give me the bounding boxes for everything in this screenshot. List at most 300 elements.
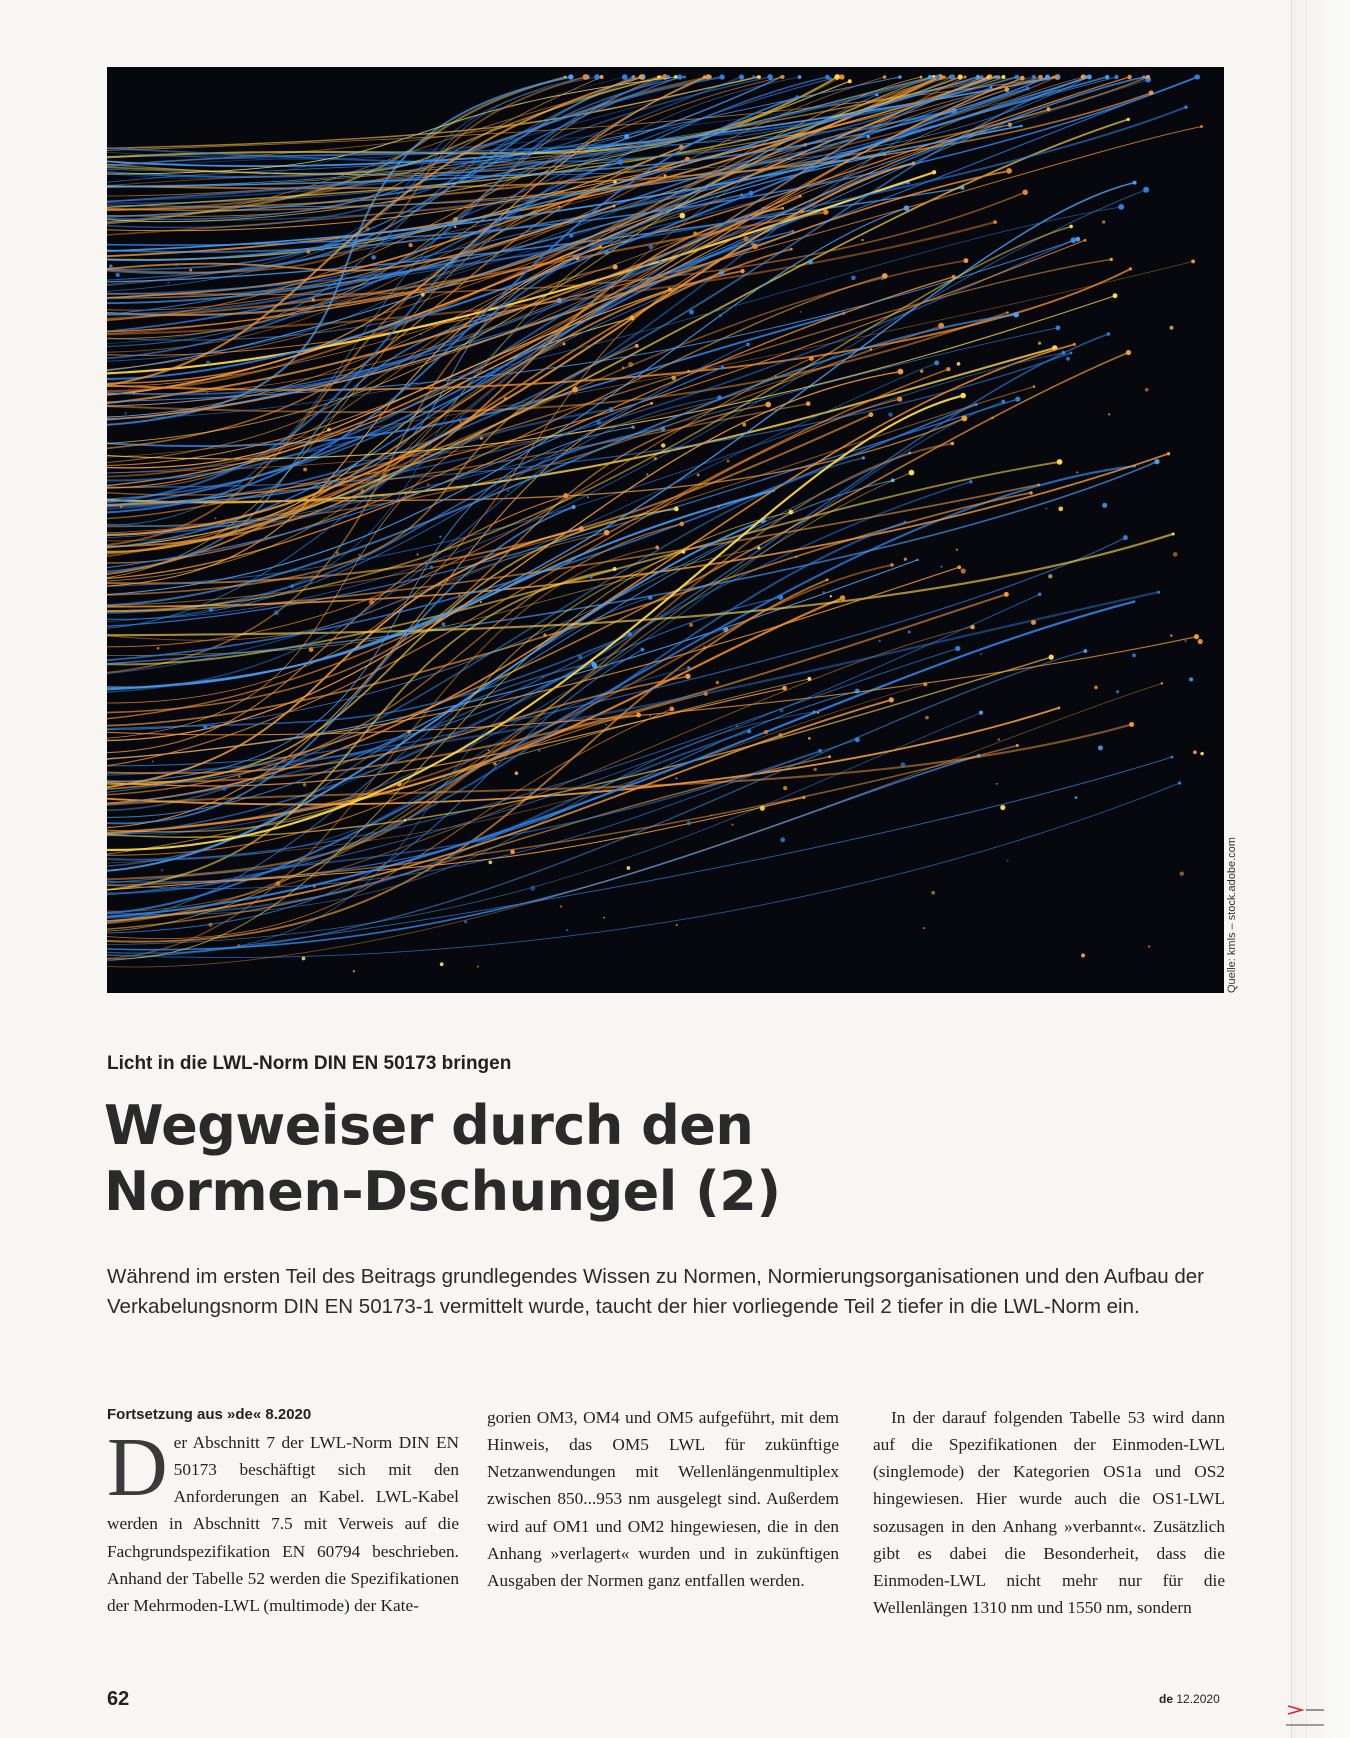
- light-speck: [689, 623, 693, 627]
- light-speck: [649, 244, 654, 249]
- text-column-1: [107, 1404, 459, 1619]
- light-speck: [743, 236, 748, 241]
- fiber-tip: [920, 76, 923, 79]
- fiber-tip: [1142, 75, 1145, 78]
- fiber-tip: [806, 401, 811, 406]
- light-speck: [510, 850, 515, 855]
- article-lead: Während im ersten Teil des Beitrags grundlegendes Wissen zu Normen, Normierungsorganisationen und den Aufbau der Verkabelungsnorm DIN EN 50173-1 vermittelt wurde, taucht der hier vorliegende Teil 2 tiefer in die LWL-Norm ein.: [107, 1265, 1204, 1318]
- fiber-tip: [1038, 593, 1041, 596]
- fiber-tip: [904, 521, 907, 524]
- fiber-strand: [107, 649, 958, 860]
- light-speck: [605, 250, 610, 255]
- fiber-tip: [799, 195, 802, 198]
- light-speck: [120, 506, 122, 508]
- fiber-tip: [960, 393, 966, 399]
- fiber-tip: [1113, 293, 1118, 298]
- light-speck: [302, 957, 306, 961]
- fiber-tip: [739, 74, 744, 79]
- light-speck: [157, 647, 160, 650]
- light-speck: [480, 437, 483, 440]
- light-speck: [358, 554, 360, 556]
- column-1-text: er Abschnitt 7 der LWL-Norm DIN EN 50173 beschäftigt sich mit den Anforderungen an Kabel. LWL-Kabel werden in Abschnitt 7.5 mit Verweis auf die Fachgrundspezifikation EN 60794 beschrieben. Anhand der Tabelle 52 werden die Spezifikationen der Mehrmoden-LWL (multimode) der Kate-: [107, 1433, 459, 1615]
- light-speck: [441, 622, 445, 626]
- fiber-tip: [955, 646, 960, 651]
- fiber-tip: [829, 77, 832, 80]
- fiber-tip: [869, 412, 874, 417]
- fiber-tip: [1133, 600, 1136, 603]
- fiber-tip: [1084, 239, 1087, 242]
- light-speck: [507, 490, 509, 492]
- fiber-tip: [679, 522, 684, 527]
- fiber-tip: [613, 264, 618, 269]
- light-speck: [888, 412, 892, 416]
- light-speck: [957, 362, 961, 366]
- light-speck: [303, 783, 306, 786]
- fiber-tip: [1161, 682, 1163, 684]
- light-speck: [268, 764, 271, 767]
- light-speck: [1038, 342, 1041, 345]
- light-speck: [1193, 750, 1197, 754]
- fiber-tip: [1054, 75, 1058, 79]
- fiber-tip: [1057, 459, 1063, 465]
- fiber-tip: [1033, 385, 1035, 387]
- fiber-tip: [1127, 118, 1130, 121]
- light-speck: [542, 676, 544, 678]
- light-speck: [1145, 388, 1149, 392]
- light-speck: [879, 640, 881, 642]
- fiber-tip: [668, 287, 672, 291]
- fiber-tip: [600, 75, 604, 79]
- fiber-tip: [1061, 351, 1065, 355]
- fiber-tip: [848, 79, 852, 83]
- light-speck: [404, 819, 407, 822]
- light-speck: [931, 891, 935, 895]
- light-speck: [274, 610, 279, 615]
- fiber-tip: [834, 74, 840, 80]
- fiber-tip: [721, 366, 725, 370]
- fiber-tip: [1056, 325, 1061, 330]
- text-column-3: [873, 1404, 1225, 1621]
- issue-info: [1159, 1692, 1220, 1706]
- light-speck: [689, 310, 694, 315]
- fiber-tip: [890, 563, 894, 567]
- light-speck: [529, 790, 531, 792]
- fiber-tip: [790, 248, 793, 251]
- fiber-tip: [813, 711, 816, 714]
- light-speck: [716, 681, 720, 685]
- light-speck: [1058, 506, 1063, 511]
- light-speck: [1184, 640, 1186, 642]
- light-speck: [1200, 752, 1204, 756]
- title-line-2: Normen-Dschungel (2): [104, 1159, 781, 1223]
- fiber-tip: [987, 76, 990, 79]
- fiber-tip: [964, 75, 967, 78]
- fiber-tip: [717, 395, 722, 400]
- light-speck: [693, 232, 697, 236]
- light-speck: [214, 517, 216, 519]
- fiber-tip: [1004, 592, 1009, 597]
- fiber-tip: [889, 697, 894, 702]
- light-speck: [654, 457, 657, 460]
- light-speck: [808, 259, 813, 264]
- light-speck: [590, 576, 593, 579]
- fiber-tip: [1026, 87, 1030, 91]
- light-speck: [464, 920, 467, 923]
- light-speck: [764, 730, 768, 734]
- light-speck: [646, 473, 648, 475]
- fiber-tip: [720, 74, 725, 79]
- fiber-optic-photo: [107, 67, 1224, 993]
- light-speck: [306, 250, 310, 254]
- light-speck: [830, 595, 832, 597]
- light-speck: [569, 233, 573, 237]
- fiber-tip: [599, 245, 602, 248]
- fiber-tip: [1129, 267, 1132, 270]
- fiber-tip: [1049, 654, 1054, 659]
- light-speck: [649, 715, 651, 717]
- fiber-tip: [781, 75, 785, 79]
- fiber-tip: [1178, 781, 1181, 784]
- light-speck: [861, 239, 863, 241]
- fiber-tip: [635, 344, 639, 348]
- light-speck: [440, 962, 444, 966]
- light-speck: [1031, 620, 1036, 625]
- fiber-tip: [1069, 225, 1073, 229]
- fiber-tip: [1143, 187, 1149, 193]
- light-speck: [581, 321, 583, 323]
- light-speck: [703, 646, 706, 649]
- fiber-tip: [685, 674, 690, 679]
- fiber-tip: [1127, 75, 1131, 79]
- fiber-tip: [1133, 181, 1137, 185]
- light-speck: [1116, 690, 1119, 693]
- light-speck: [587, 496, 589, 498]
- light-speck: [1048, 574, 1052, 578]
- light-speck: [780, 837, 785, 842]
- light-speck: [851, 276, 856, 281]
- light-speck: [427, 483, 429, 485]
- fiber-tip: [909, 470, 915, 476]
- light-speck: [353, 970, 356, 973]
- light-speck: [923, 927, 925, 929]
- fiber-tip: [809, 356, 814, 361]
- light-speck: [1132, 653, 1136, 657]
- fiber-tip: [1013, 312, 1019, 318]
- fiber-tip: [740, 269, 744, 273]
- fiber-tip: [1191, 260, 1195, 264]
- light-speck: [477, 966, 479, 968]
- light-speck: [671, 376, 676, 381]
- light-speck: [458, 594, 460, 596]
- fiber-tip: [1015, 397, 1020, 402]
- fiber-tip: [1073, 343, 1076, 346]
- article-kicker: Licht in die LWL-Norm DIN EN 50173 bringen: [107, 1053, 512, 1074]
- adjacent-page-edge: [1291, 0, 1350, 1738]
- light-speck: [161, 869, 164, 872]
- light-speck: [795, 556, 797, 558]
- light-speck: [1108, 413, 1110, 415]
- fiber-tip: [613, 567, 617, 571]
- fiber-tip: [781, 207, 784, 210]
- text-column-2: [487, 1404, 839, 1594]
- light-speck: [1081, 953, 1085, 957]
- light-speck: [904, 558, 907, 561]
- fiber-tip: [1129, 722, 1134, 727]
- fiber-tip: [1075, 237, 1080, 242]
- light-speck: [675, 777, 677, 779]
- fiber-tip: [591, 661, 595, 665]
- fiber-tip: [1001, 400, 1005, 404]
- fiber-tip: [1070, 352, 1073, 355]
- fiber-tip: [1045, 75, 1050, 80]
- light-speck: [361, 489, 365, 493]
- light-speck: [1076, 471, 1078, 473]
- light-speck: [488, 860, 492, 864]
- fiber-tip: [1200, 125, 1203, 128]
- light-speck: [109, 264, 112, 267]
- light-speck: [697, 473, 700, 476]
- light-speck: [206, 391, 208, 393]
- fiber-tip: [826, 578, 829, 581]
- light-speck: [493, 762, 496, 765]
- light-speck: [687, 821, 691, 825]
- fiber-tip: [618, 159, 623, 164]
- fiber-tip: [789, 510, 794, 515]
- light-speck: [515, 771, 519, 775]
- light-speck: [881, 277, 884, 280]
- fiber-tip: [583, 74, 589, 80]
- light-speck: [336, 551, 339, 554]
- fiber-tip: [746, 343, 750, 347]
- fiber-tip: [572, 387, 578, 393]
- light-speck: [420, 333, 422, 335]
- light-speck: [1189, 677, 1193, 681]
- fiber-tip: [1037, 483, 1040, 486]
- light-speck: [901, 762, 906, 767]
- fiber-tip: [1016, 744, 1019, 747]
- light-speck: [956, 549, 958, 551]
- fiber-tip: [801, 210, 804, 213]
- fiber-tip: [1020, 76, 1025, 81]
- fiber-tip: [641, 648, 645, 652]
- fiber-tip: [650, 402, 653, 405]
- fiber-tip: [622, 74, 628, 80]
- fiber-tip: [1172, 533, 1175, 536]
- fiber-tip: [1058, 707, 1061, 710]
- light-speck: [371, 255, 376, 260]
- fiber-tip: [1123, 535, 1128, 540]
- fiber-strand: [107, 240, 1073, 510]
- light-speck: [543, 633, 546, 636]
- light-speck: [925, 716, 929, 720]
- fiber-tip: [934, 360, 939, 365]
- fiber-tip: [897, 369, 903, 375]
- light-speck: [430, 565, 434, 569]
- light-speck: [783, 786, 787, 790]
- light-speck: [313, 885, 316, 888]
- light-speck: [311, 298, 315, 302]
- light-speck: [780, 708, 784, 712]
- light-speck: [814, 768, 817, 771]
- fiber-strand: [107, 125, 1010, 488]
- light-speck: [1066, 357, 1070, 361]
- article-title: [104, 1093, 1004, 1225]
- fiber-tip: [951, 442, 955, 446]
- fiber-tip: [568, 74, 573, 79]
- light-speck: [189, 269, 192, 272]
- light-speck: [710, 814, 712, 816]
- fiber-tip: [1114, 75, 1118, 79]
- fiber-tip: [1195, 74, 1200, 79]
- light-speck: [605, 723, 607, 725]
- light-speck: [1170, 634, 1172, 636]
- fiber-tip: [969, 480, 972, 483]
- fiber-tip: [758, 75, 761, 78]
- light-speck: [1000, 805, 1005, 810]
- fiber-tip: [883, 75, 886, 78]
- fiber-tip: [1022, 190, 1027, 195]
- fiber-tip: [703, 75, 707, 79]
- fiber-tip: [604, 530, 610, 536]
- light-speck: [732, 824, 734, 826]
- light-speck: [566, 929, 568, 931]
- fiber-tip: [840, 595, 846, 601]
- fiber-tip: [996, 75, 1000, 79]
- fiber-tip: [1184, 105, 1188, 109]
- fiber-tip: [898, 75, 902, 79]
- fiber-strand: [107, 183, 1135, 688]
- fiber-strand: [107, 496, 566, 754]
- light-speck: [779, 733, 783, 737]
- light-speck: [238, 775, 240, 777]
- light-speck: [800, 311, 802, 313]
- fiber-tip: [1154, 459, 1159, 464]
- light-speck: [116, 273, 120, 277]
- light-speck: [578, 655, 582, 659]
- light-speck: [209, 607, 214, 612]
- light-speck: [397, 782, 402, 787]
- fiber-tip: [936, 75, 941, 80]
- fiber-tip: [1167, 452, 1170, 455]
- light-speck: [611, 287, 613, 289]
- light-speck: [1094, 686, 1098, 690]
- fiber-tip: [1083, 649, 1087, 653]
- light-speck: [538, 749, 541, 752]
- fiber-tip: [957, 565, 961, 569]
- fiber-tip: [1105, 75, 1109, 79]
- fiber-tip: [1005, 87, 1010, 92]
- fiber-tip: [904, 205, 910, 211]
- light-speck: [991, 417, 994, 420]
- title-line-1: Wegweiser durch den: [104, 1094, 754, 1157]
- light-speck: [980, 653, 982, 655]
- fiber-tip: [1107, 332, 1110, 335]
- fiber-tip: [631, 425, 634, 428]
- light-speck: [940, 566, 942, 568]
- fiber-tip: [563, 342, 566, 345]
- light-speck: [719, 314, 723, 318]
- fiber-tip: [748, 191, 753, 196]
- light-speck: [504, 397, 507, 400]
- fiber-tip: [657, 75, 660, 78]
- fiber-tip: [961, 415, 967, 421]
- fiber-tip: [687, 666, 690, 669]
- fiber-tip: [1088, 76, 1091, 79]
- fiber-tip: [928, 75, 932, 79]
- fiber-tip: [823, 209, 828, 214]
- light-speck: [603, 917, 605, 919]
- light-speck: [1007, 860, 1009, 862]
- light-speck: [1102, 220, 1105, 223]
- light-speck: [175, 263, 178, 266]
- light-speck: [416, 553, 418, 555]
- light-speck: [407, 730, 411, 734]
- fiber-tip: [669, 707, 674, 712]
- light-speck: [152, 761, 154, 763]
- light-speck: [817, 712, 819, 714]
- light-speck: [717, 505, 720, 508]
- light-speck: [321, 248, 324, 251]
- fiber-tip: [1118, 204, 1124, 210]
- light-speck: [753, 537, 755, 539]
- fiber-tip: [950, 74, 955, 79]
- fiber-tip: [1126, 350, 1131, 355]
- light-speck: [211, 725, 215, 729]
- drop-cap: D: [107, 1421, 168, 1514]
- light-speck: [206, 361, 211, 366]
- fiber-tip: [946, 367, 950, 371]
- light-speck: [309, 647, 314, 652]
- light-speck: [628, 362, 633, 367]
- light-speck: [275, 881, 280, 886]
- issue-brand: de: [1159, 1692, 1174, 1706]
- light-speck: [908, 631, 911, 634]
- light-speck: [560, 905, 563, 908]
- column-1-paragraph: [107, 1421, 459, 1619]
- light-speck: [1075, 796, 1078, 799]
- light-speck: [408, 243, 412, 247]
- fiber-tip: [752, 75, 755, 78]
- fiber-tip: [807, 677, 811, 681]
- fiber-tip: [1006, 168, 1012, 174]
- fiber-tip: [839, 74, 844, 79]
- light-speck: [736, 725, 738, 727]
- strand-group: [107, 74, 1204, 972]
- light-speck: [1198, 639, 1203, 644]
- light-speck: [222, 786, 227, 791]
- fiber-tip: [993, 220, 997, 224]
- fiber-tip: [612, 204, 615, 207]
- light-speck: [530, 886, 535, 891]
- fiber-tip: [862, 456, 865, 459]
- light-speck: [727, 460, 730, 463]
- light-speck: [920, 370, 923, 373]
- light-speck: [454, 226, 457, 229]
- fiber-tip: [1146, 75, 1150, 79]
- light-speck: [453, 217, 458, 222]
- fiber-tip: [1157, 591, 1160, 594]
- fiber-tip: [674, 507, 679, 512]
- fiber-tip: [932, 170, 936, 174]
- fiber-tip: [681, 550, 685, 554]
- light-speck: [961, 568, 966, 573]
- light-speck: [460, 861, 462, 863]
- column-3-text: In der darauf folgenden Tabelle 53 wird dann auf die Spezifikationen der Einmoden-LWL (singlemode) der Kategorien OS1a und OS2 hingewiesen. Hier wurde auch die OS1-LWL sozusagen in den Anhang »verbannt«. Zusätzlich gibt es dabei die Besonderheit, dass die Einmoden-LWL nicht mehr nur für die Wellenlängen 1310 nm und 1550 nm, sondern: [873, 1408, 1225, 1617]
- fiber-strand: [107, 594, 1040, 897]
- light-speck: [124, 412, 127, 415]
- light-speck: [1180, 872, 1184, 876]
- fiber-tip: [828, 755, 831, 758]
